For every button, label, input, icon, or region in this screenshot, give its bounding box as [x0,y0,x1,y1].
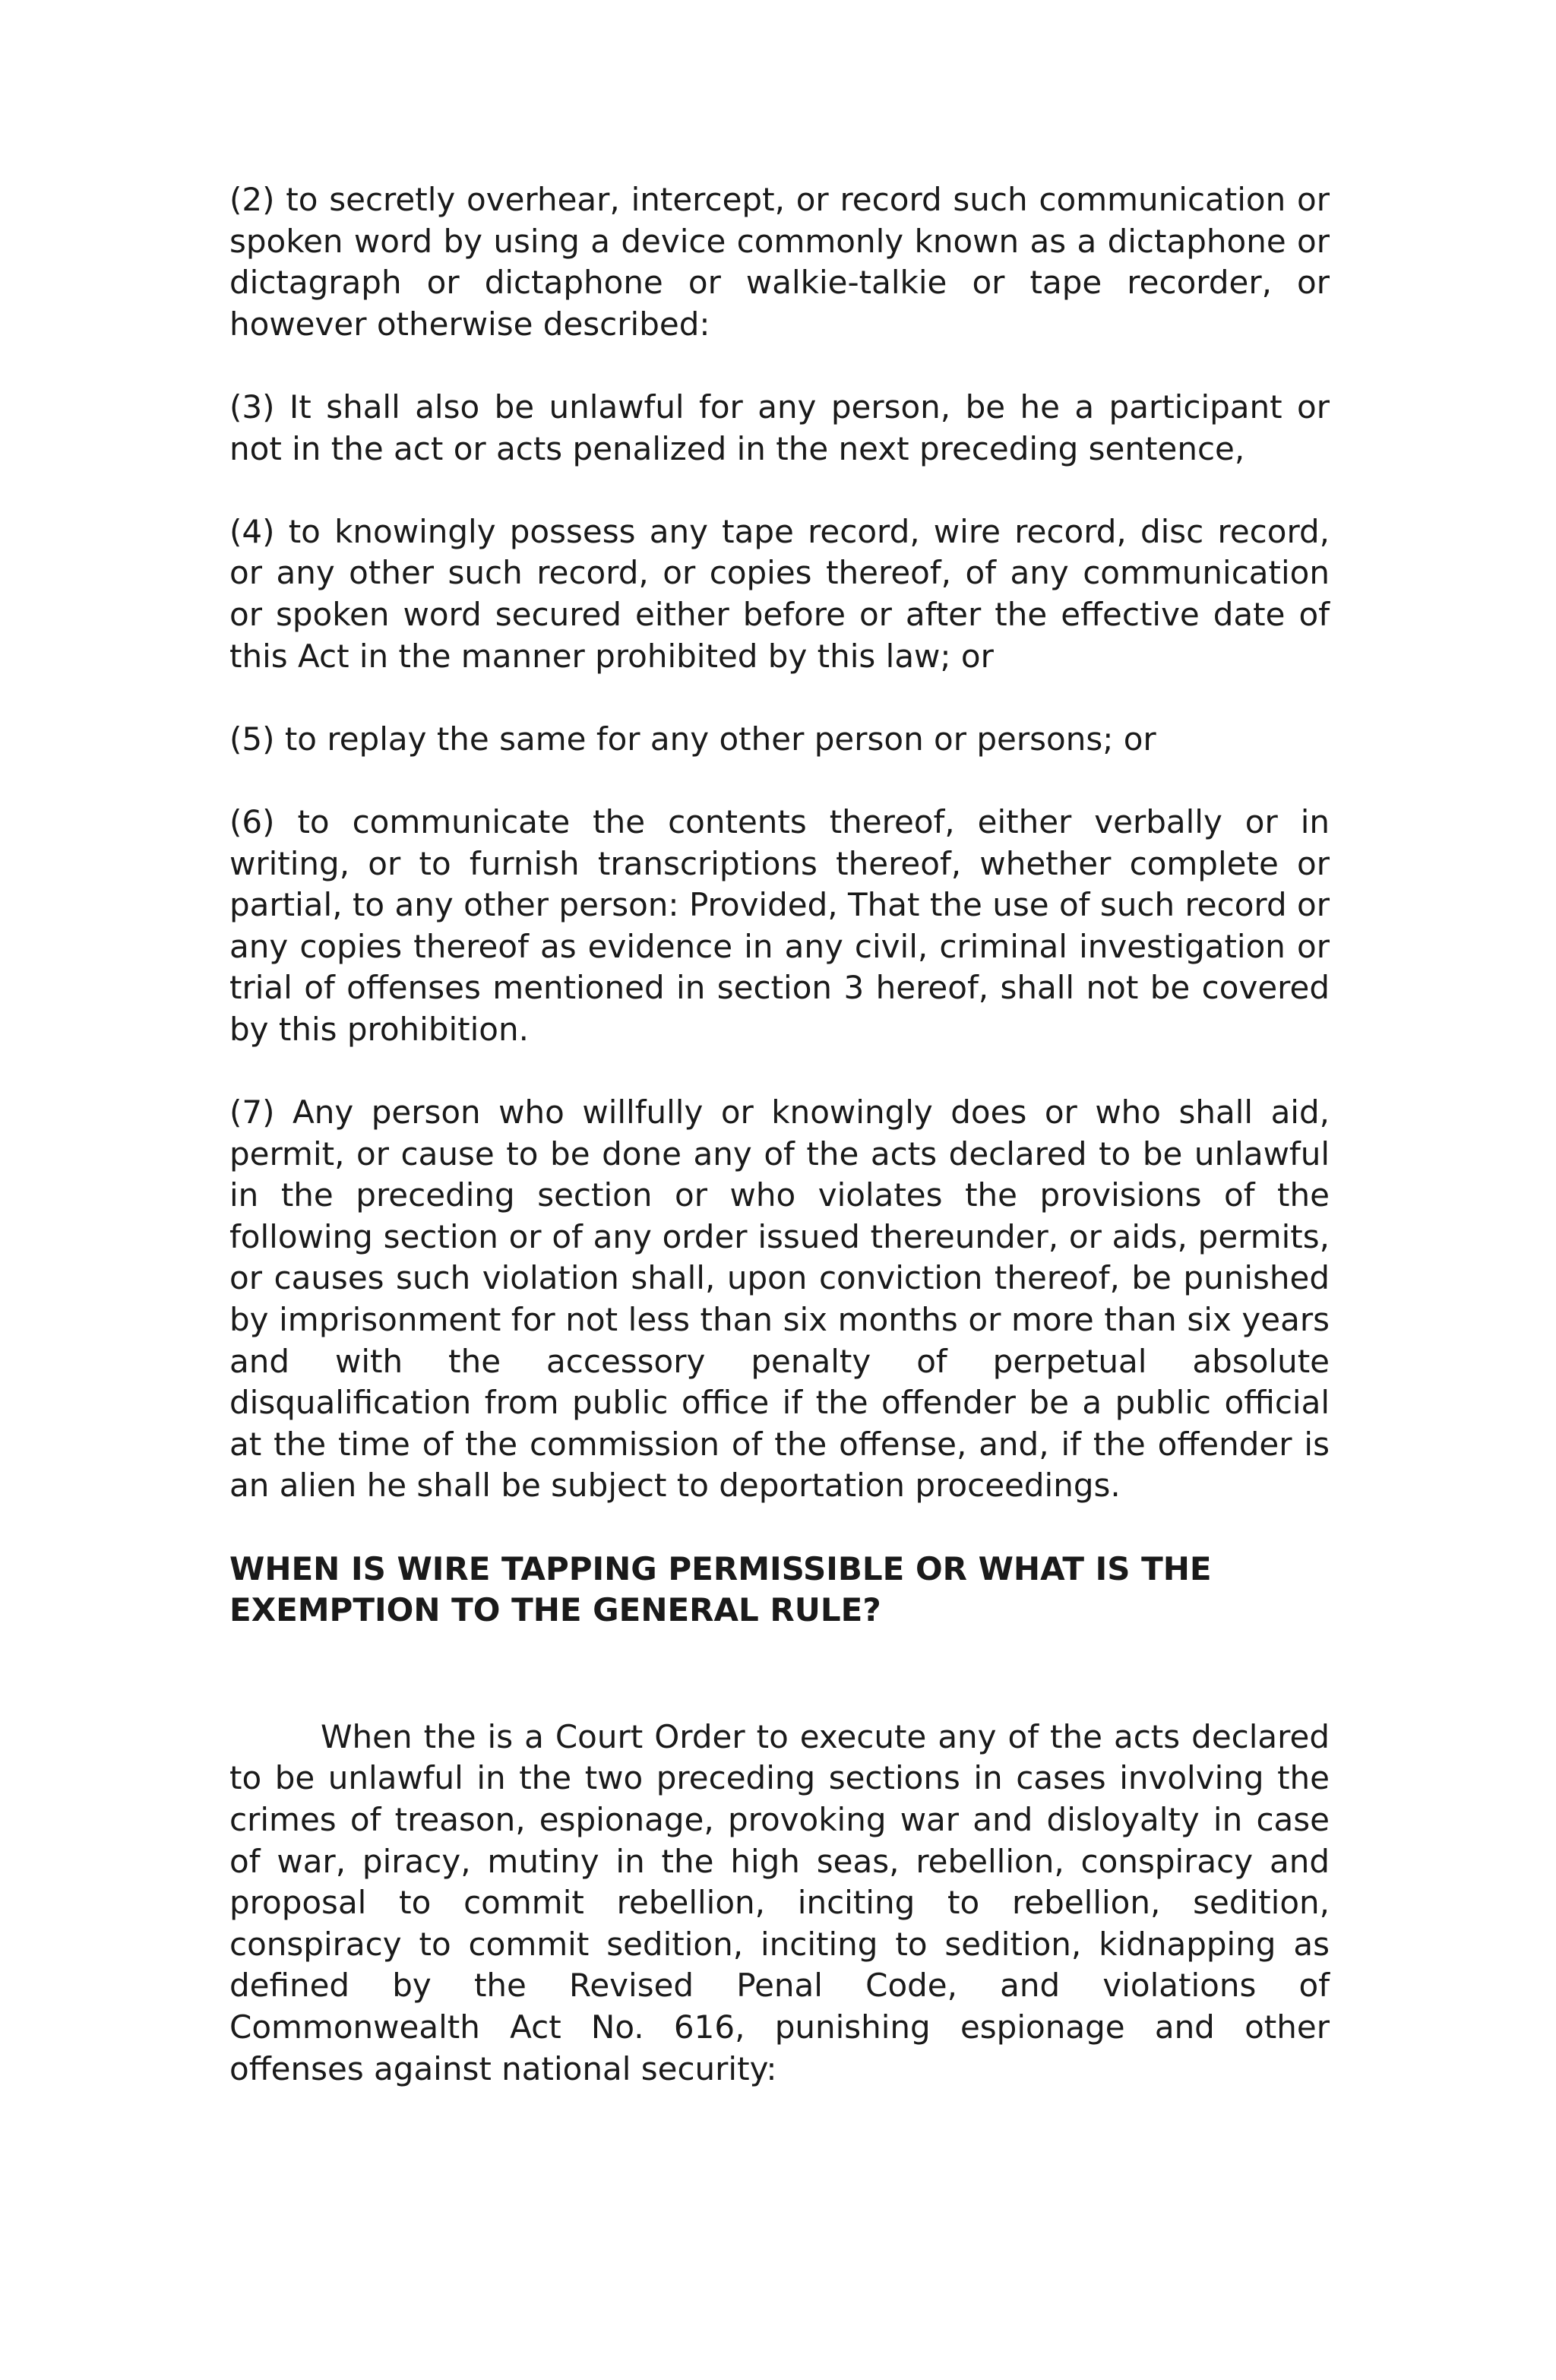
paragraph-3: (3) It shall also be unlawful for any person, be he a participant or not in the act or acts penalized in the next preceding sentence, [229,388,1330,467]
paragraph-4: (4) to knowingly possess any tape record, wire record, disc record, or any other such record, or copies thereof, of any communication or spoken word secured either before or after the effective date of this Act in the manner prohibited by this law; or [229,512,1330,675]
section-heading: WHEN IS WIRE TAPPING PERMISSIBLE OR WHAT IS THE EXEMPTION TO THE GENERAL RULE? [229,1549,1212,1629]
document-body [229,179,1330,2132]
spacer [229,1632,1330,1717]
answer-paragraph: When the is a Court Order to execute any of the acts declared to be unlawful in the two preceding sections in cases involving the crimes of treason, espionage, provoking war and disloyalty in case of war, piracy, mutiny in the high seas, rebellion, conspiracy and proposal to commit rebellion, inciting to rebellion, sedition, conspiracy to commit sedition, inciting to sedition, kidnapping as defined by the Revised Penal Code, and violations of Commonwealth Act No. 616, punishing espionage and other offenses against national security: [229,1717,1330,2087]
paragraph-2: (2) to secretly overhear, intercept, or record such communication or spoken word by using a device commonly known as a dictaphone or dictagraph or dictaphone or walkie-talkie or tape recorder, or however otherwise described: [229,181,1330,343]
paragraph-6: (6) to communicate the contents thereof, either verbally or in writing, or to furnish transcriptions thereof, whether complete or partial, to any other person: Provided, That the use of such record or any copies thereof as evidence in any civil, criminal investigation or trial of offenses mentioned in section 3 hereof, shall not be covered by this prohibition. [229,802,1330,1048]
paragraph-7: (7) Any person who willfully or knowingly does or who shall aid, permit, or cause to be done any of the acts declared to be unlawful in the preceding section or who violates the provisions of the following section or of any order issued thereunder, or aids, permits, or causes such violation shall, upon conviction thereof, be punished by imprisonment for not less than six months or more than six years and with the accessory penalty of perpetual absolute disqualification from public office if the offender be a public official at the time of the commission of the offense, and, if the offender is an alien he shall be subject to deportation proceedings. [229,1093,1330,1505]
paragraph-5: (5) to replay the same for any other person or persons; or [229,720,1156,758]
